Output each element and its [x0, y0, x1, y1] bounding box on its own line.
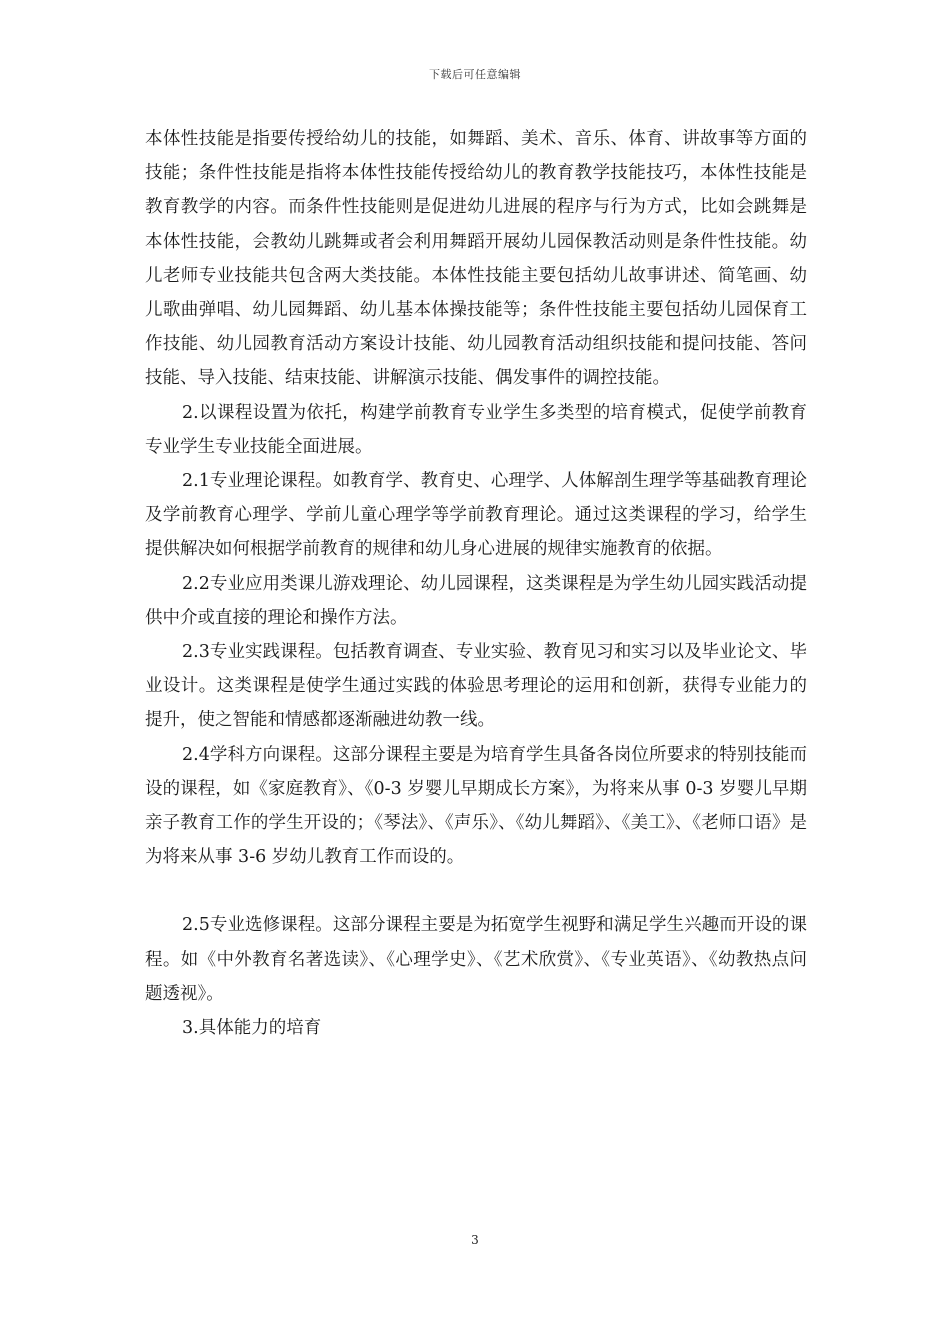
document-body	[145, 122, 807, 1045]
page-number: 3	[471, 1233, 479, 1247]
header-note: 下载后可任意编辑	[429, 68, 521, 81]
paragraph-section-2-3: 2.3专业实践课程。包括教育调查、专业实验、教育见习和实习以及毕业论文、毕业设计。这类课程是使学生通过实践的体验思考理论的运用和创新，获得专业能力的提升，使之智能和情感都逐渐融进幼教一线。	[145, 642, 807, 731]
paragraph-section-2-4: 2.4学科方向课程。这部分课程主要是为培育学生具备各岗位所要求的特别技能而设的课程，如《家庭教育》、《0-3 岁婴儿早期成长方案》，为将来从事 0-3 岁婴儿早期亲子教育工作的学生开设的；《琴法》、《声乐》、《幼儿舞蹈》、《美工》、《老师口语》是为将来从事 3-6 岁幼儿教育工作而设的。	[145, 744, 807, 868]
paragraph-section-2-1: 2.1专业理论课程。如教育学、教育史、心理学、人体解剖生理学等基础教育理论及学前教育心理学、学前儿童心理学等学前教育理论。通过这类课程的学习，给学生提供解决如何根据学前教育的规律和幼儿身心进展的规律实施教育的依据。	[145, 471, 807, 560]
paragraph-section-2-5: 2.5专业选修课程。这部分课程主要是为拓宽学生视野和满足学生兴趣而开设的课程。如《中外教育名著选读》、《心理学史》、《艺术欣赏》、《专业英语》、《幼教热点问题透视》。	[145, 915, 807, 1004]
paragraph-section-2-2: 2.2专业应用类课儿游戏理论、幼儿园课程，这类课程是为学生幼儿园实践活动提供中介或直接的理论和操作方法。	[145, 573, 807, 628]
paragraph-section-2: 2.以课程设置为依托，构建学前教育专业学生多类型的培育模式，促使学前教育专业学生专业技能全面进展。	[145, 402, 807, 457]
paragraph-skills-definition: 本体性技能是指要传授给幼儿的技能，如舞蹈、美术、音乐、体育、讲故事等方面的技能；条件性技能是指将本体性技能传授给幼儿的教育教学技能技巧，本体性技能是教育教学的内容。而条件性技能则是促进幼儿进展的程序与行为方式，比如会跳舞是本体性技能，会教幼儿跳舞或者会利用舞蹈开展幼儿园保教活动则是条件性技能。幼儿老师专业技能共包含两大类技能。本体性技能主要包括幼儿故事讲述、简笔画、幼儿歌曲弹唱、幼儿园舞蹈、幼儿基本体操技能等；条件性技能主要包括幼儿园保育工作技能、幼儿园教育活动方案设计技能、幼儿园教育活动组织技能和提问技能、答问技能、导入技能、结束技能、讲解演示技能、偶发事件的调控技能。	[145, 129, 807, 389]
paragraph-section-3-heading: 3.具体能力的培育	[182, 1018, 322, 1039]
